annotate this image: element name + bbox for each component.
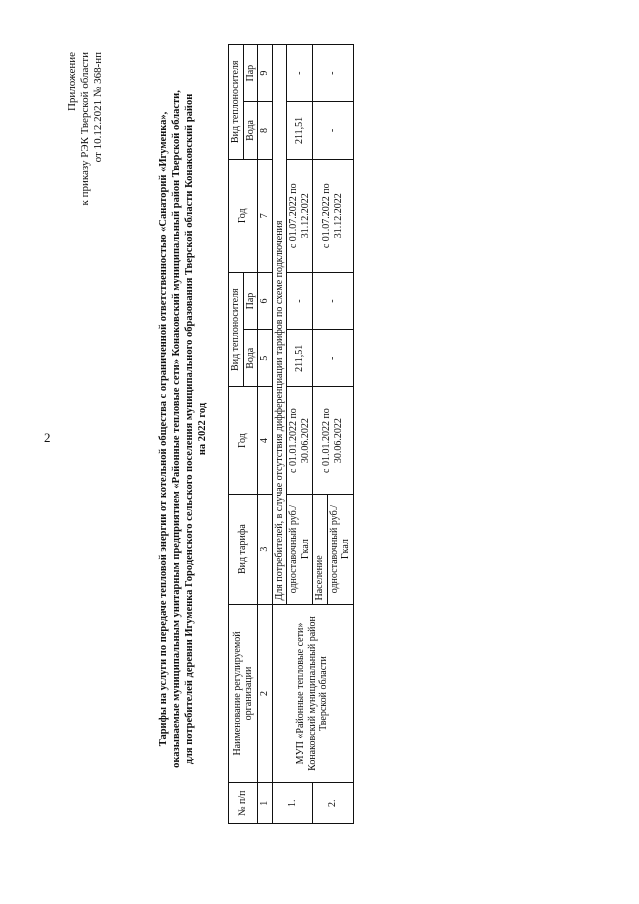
row-2-num: 2. [313,783,354,824]
population-label: Население [313,494,328,604]
col-number: 3 [258,494,273,604]
section-label: Для потребителей, в случае отсутствия дифференциации тарифов по схеме подключения [272,45,287,605]
header-carrier-1: Вид теплоносителя [229,272,244,387]
col-number: 8 [258,102,273,159]
org-name: МУП «Районные тепловые сети» Конаковский муниципальный район Тверской области [272,604,353,783]
row-1-water-1: 211,51 [287,330,313,387]
col-number: 2 [258,604,273,783]
title-line-3: для потребителей деревни Игуменка Городенского сельского поселения муниципального образования Тверской области Конаковский район [184,93,195,765]
col-number: 9 [258,45,273,102]
appendix-line-1: Приложение [66,52,78,112]
appendix-line-2: к приказу РЭК Тверской области [79,52,91,206]
appendix-line-3: от 10.12.2021 № 368-нп [92,52,104,163]
appendix-header [66,52,105,206]
title-line-1: Тарифы на услуги по передаче тепловой энергии от котельной общества с ограниченной ответственностью «Санаторий «Игуменка», [158,111,169,747]
document-title [157,44,209,814]
row-1-steam-2: - [287,45,313,102]
page-number: 2 [44,430,51,445]
col-number: 4 [258,387,273,494]
row-2-period-1: с 01.01.2022 по 30.06.2022 [313,387,354,494]
row-1-period-1: с 01.01.2022 по 30.06.2022 [287,387,313,494]
col-number: 6 [258,272,273,329]
row-1-water-2: 211,51 [287,102,313,159]
header-steam-2: Пар [243,45,258,102]
header-org: Наименование регулируемой организации [229,604,258,783]
row-2-steam-1: - [313,272,354,329]
header-row [229,45,244,824]
row-1-tariff-type: одноставочный руб./Гкал [287,494,313,604]
title-line-4: на 2022 год [197,402,208,456]
header-carrier-2: Вид теплоносителя [229,45,244,160]
row-1-steam-1: - [287,272,313,329]
row-1-period-2: с 01.07.2022 по 31.12.2022 [287,159,313,272]
row-2-steam-2: - [313,45,354,102]
col-number: 7 [258,159,273,272]
tariff-table [228,44,354,824]
header-year-2: Год [229,159,258,272]
header-year-1: Год [229,387,258,494]
col-number: 5 [258,330,273,387]
title-line-2: оказываемые муниципальным унитарным предприятием «Районные тепловые сети» Конаковский муниципальный район Тверской области, [171,90,182,768]
column-numbers-row [258,45,273,824]
header-water-1: Вода [243,330,258,387]
header-steam-1: Пар [243,272,258,329]
table-row [272,45,287,824]
header-num: № п/п [229,783,258,824]
row-1-num: 1. [272,783,313,824]
row-2-tariff-type: одноставочный руб./Гкал [327,494,353,604]
row-2-period-2: с 01.07.2022 по 31.12.2022 [313,159,354,272]
row-2-water-2: - [313,102,354,159]
row-2-water-1: - [313,330,354,387]
col-number: 1 [258,783,273,824]
header-water-2: Вода [243,102,258,159]
header-tariff-type: Вид тарифа [229,494,258,604]
